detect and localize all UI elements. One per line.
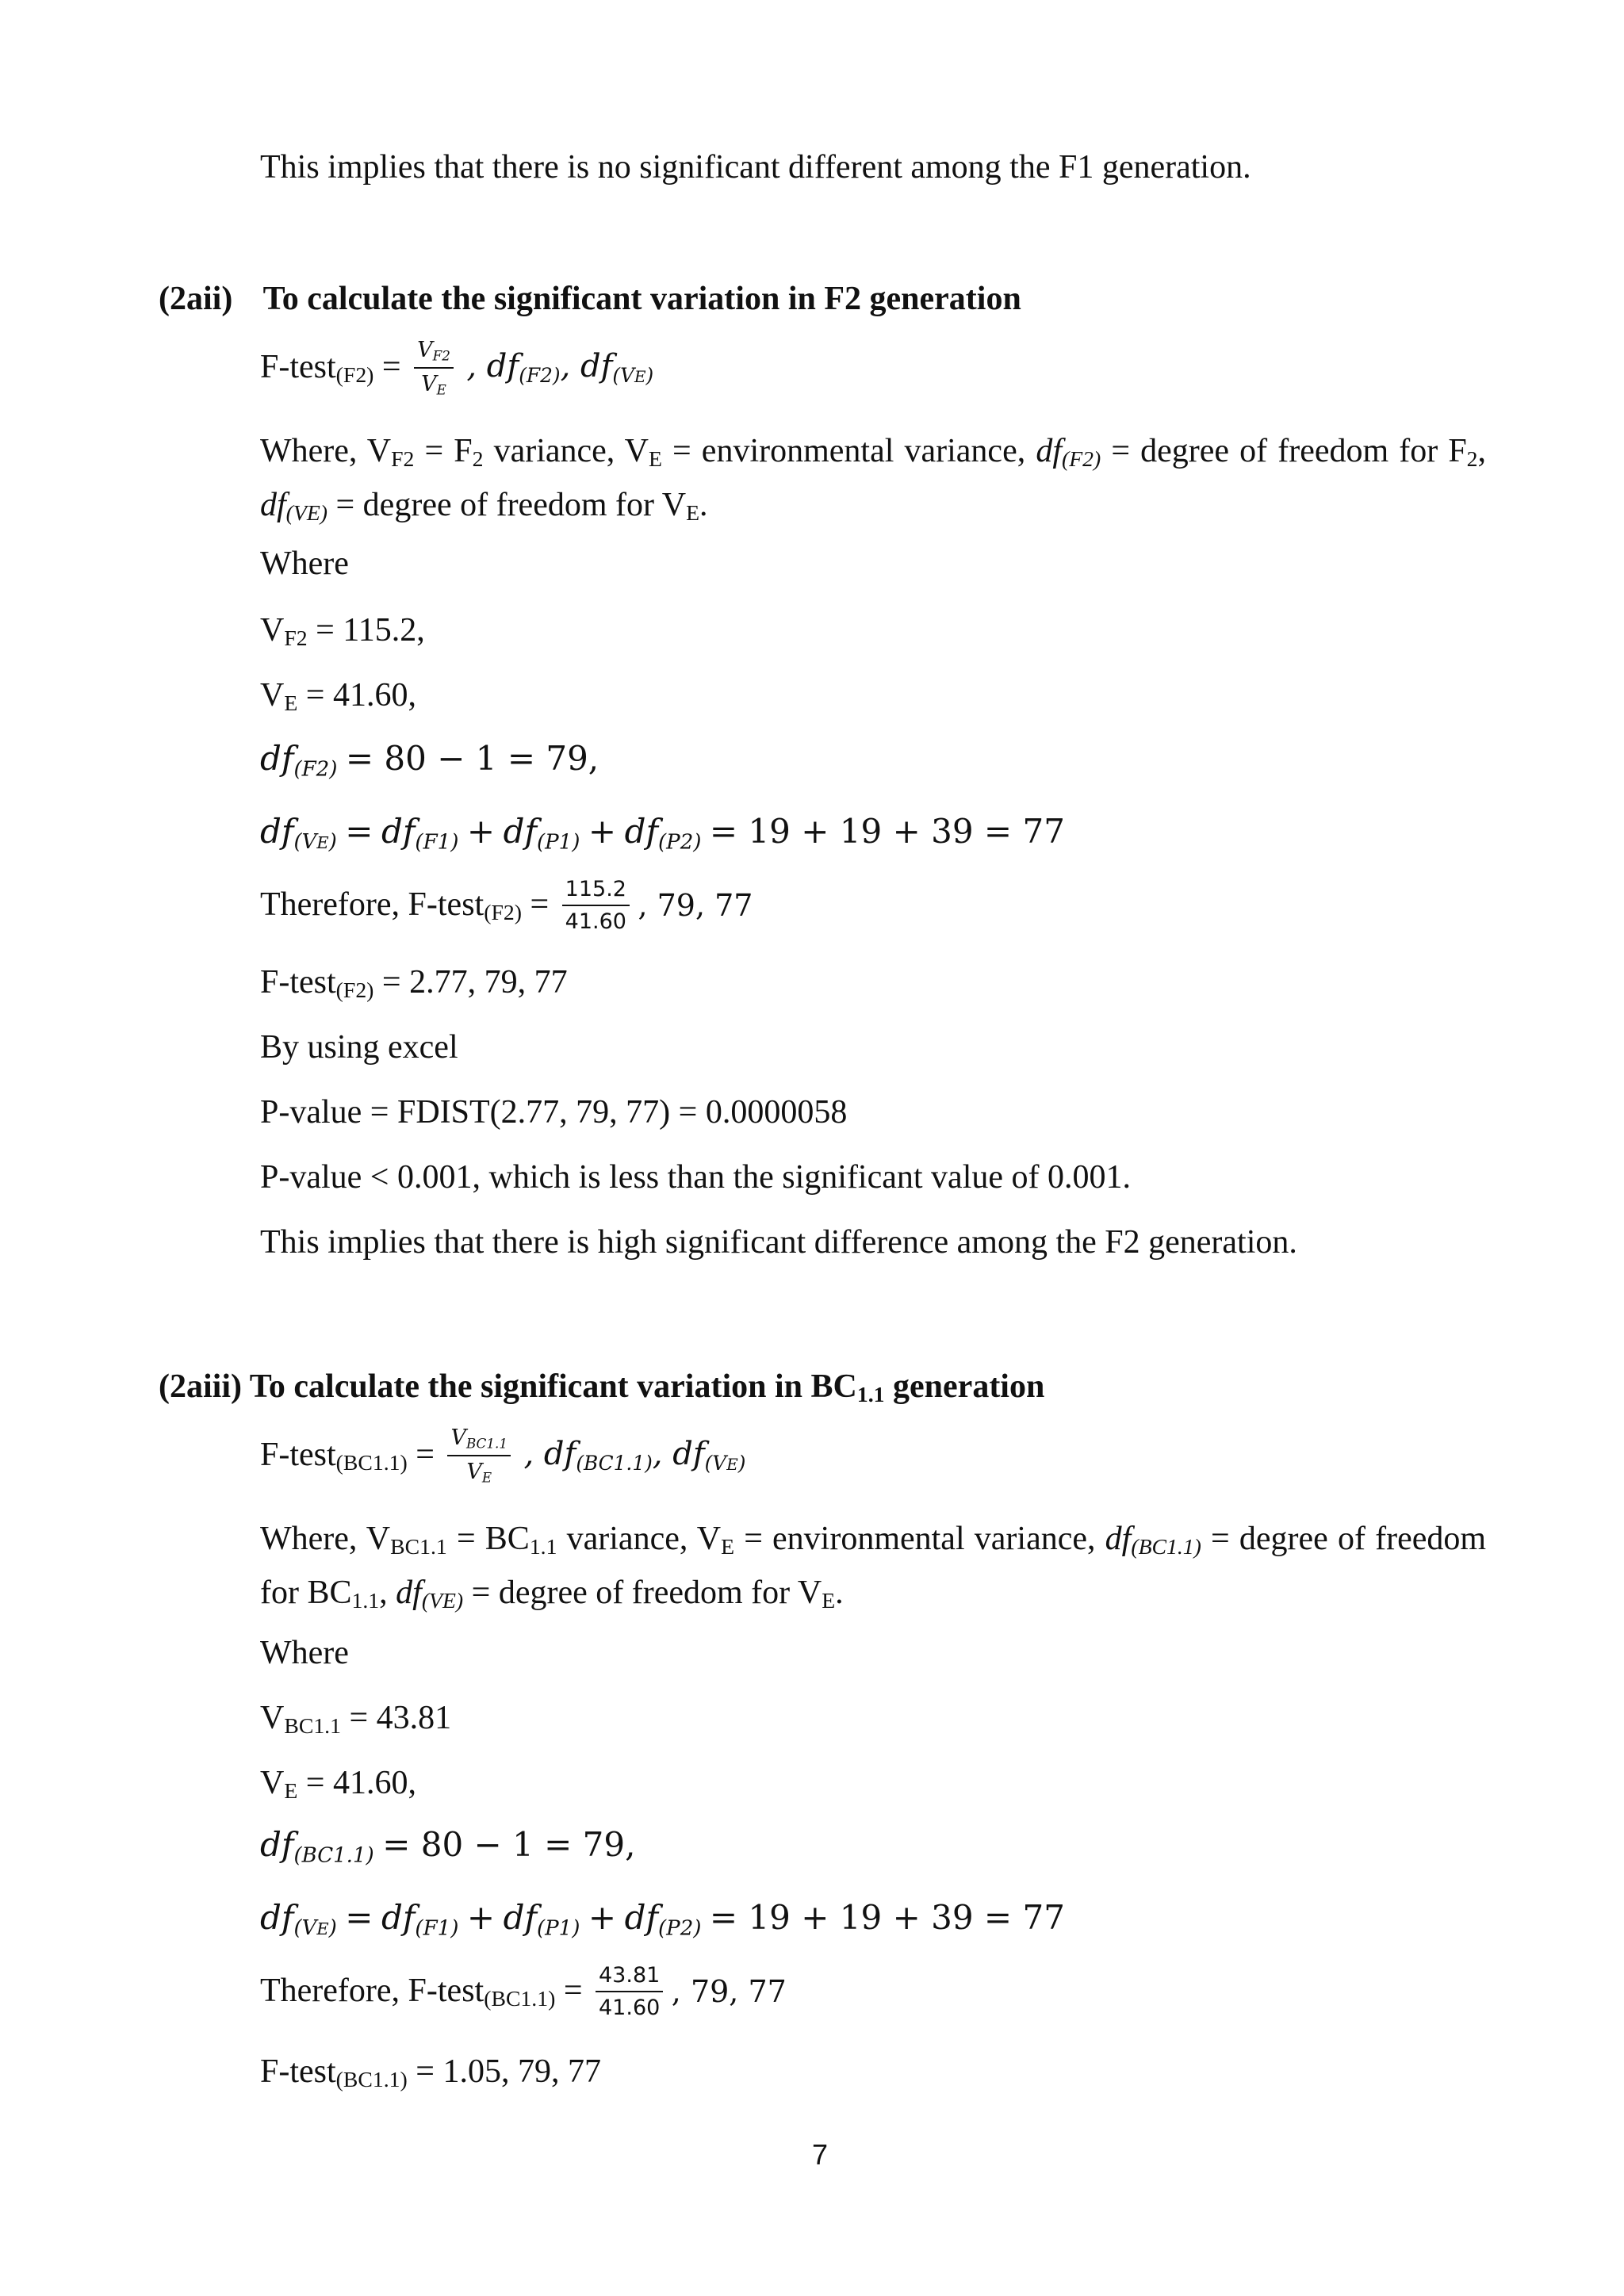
ftest-formula-f2: F-test$_{(F2)}$ = $\frac{VF2}{VE}$ , df(F2), df(VE) [260,338,654,399]
where-label: Where [260,1635,349,1671]
section-title: To calculate the significant variation in F2 generation [262,281,1021,317]
result-line-bc11: F-test$_{(BC1.1)}$ = 1.05, 79, 77 [260,2053,601,2092]
ve-value: $V_E = 41.60$, [260,677,416,716]
intro-line: This implies that there is no significant different among the F1 generation. [260,149,1251,186]
vf2-value: $V_{F2} = 115.2$, [260,612,425,651]
compare-line: P-value < 0.001, which is less than the significant value of 0.001. [260,1159,1131,1196]
ftest-formula-bc11: F-test$_{(BC1.1)}$ = $\frac{\text{VBC1.1}}{VE}$ , df(BC1.1), df(VE) [260,1425,746,1487]
result-line-f2: F-test$_{(F2)}$ = 2.77, 79, 77 [260,964,568,1003]
therefore-fraction: $\frac{43.81}{41.60}$ [596,1965,663,2019]
therefore-fraction: $\frac{115.2}{41.60}$ [562,878,630,932]
where-paragraph-bc11: Where, $V_{BC1.1} = BC_{1.1}$ variance, $V_E$ = environmental variance, $df_{(BC1.1)}$ = degree of freedom for $BC_{1.1}$, $df_{(VE)}$ = degree of freedom for $V_E$. [260,1521,1487,1613]
section-label: (2aii) [159,281,233,317]
formula-fraction: $\frac{\text{VBC1.1}}{VE}$ [447,1427,511,1485]
formula-fraction: $\frac{VF2}{VE}$ [414,339,454,397]
df-bc11-line: df(BC1.1) = 80 − 1 = 79, [260,1825,636,1868]
pvalue-line: P-value = FDIST(2.77, 79, 77) = 0.0000058 [260,1094,848,1131]
conclusion-line-f2: This implies that there is high significant difference among the F2 generation. [260,1224,1297,1261]
vbc11-value: $V_{BC1.1} = 43.81$ [260,1700,452,1739]
df-ve-line: df(VE) = df(F1) + df(P1) + df(P2) = 19 + 19 + 39 = 77 [260,1898,1065,1941]
therefore-line-bc11: Therefore, F-test$_{(BC1.1)}$ = $\frac{43.81}{41.60}$ , 79, 77 [260,1963,787,2020]
excel-line: By using excel [260,1029,458,1066]
section-label: (2aiii) [159,1368,242,1405]
ve-value: $V_E = 41.60$, [260,1765,416,1804]
therefore-line-f2: Therefore, F-test$_{(F2)}$ = $\frac{115.2}{41.60}$ , 79, 77 [260,877,753,934]
page-number: 7 [812,2138,829,2171]
section-title: To calculate the significant variation in $BC_{1.1}$ generation [249,1368,1045,1407]
section-heading-2aiii [159,1370,1044,1406]
where-paragraph-f2: Where, $V_{F2} = F_2$ variance, $V_E$ = environmental variance, $df_{(F2)}$ = degree of freedom for $F_2$, $df_{(VE)}$ = degree of freedom for $V_E$. [260,433,1487,526]
df-ve-line: df(VE) = df(F1) + df(P1) + df(P2) = 19 + 19 + 39 = 77 [260,812,1065,855]
where-label: Where [260,545,349,582]
section-heading-2aii [159,282,1021,316]
df-f2-line: df(F2) = 80 − 1 = 79, [260,739,599,782]
